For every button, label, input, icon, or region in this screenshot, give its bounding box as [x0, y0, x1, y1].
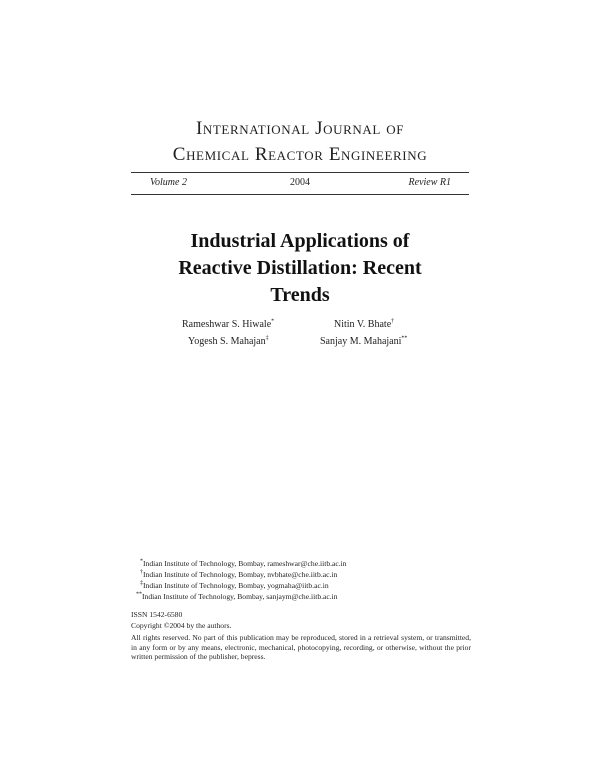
affiliation-mark: *	[140, 558, 143, 565]
article-title-line-2: Reactive Distillation: Recent	[178, 257, 422, 279]
article-id-label: Review R1	[408, 177, 451, 188]
journal-name-line-1: International Journal of	[195, 118, 405, 139]
affiliation-text: Indian Institute of Technology, Bombay, yogmaha@iitb.ac.in	[143, 581, 329, 590]
author-mark: **	[401, 335, 408, 342]
copyright-line: Copyright ©2004 by the authors.	[131, 621, 232, 630]
issn-line: ISSN 1542-6580	[131, 610, 183, 619]
affiliation-2	[140, 570, 337, 579]
affiliation-1	[140, 559, 347, 568]
author-mark: ‡	[265, 335, 269, 342]
author-mark: †	[391, 318, 395, 325]
affiliation-3	[140, 581, 329, 590]
author-3	[188, 336, 269, 347]
affiliation-mark: **	[136, 591, 142, 598]
author-name: Sanjay M. Mahajani	[320, 336, 402, 347]
affiliation-4	[136, 592, 338, 601]
rights-statement: All rights reserved. No part of this publication may be reproduced, stored in a retrieval system, or transmitted, in any form or by any means, electronic, mechanical, photocopying, recording, or otherwise, without the prior written permission of the publisher, bepress.	[131, 633, 471, 662]
year-label: 2004	[290, 177, 310, 188]
author-4	[320, 336, 407, 347]
journal-name-line-2: Chemical Reactor Engineering	[172, 144, 428, 165]
author-name: Rameshwar S. Hiwale	[182, 319, 272, 330]
author-1	[182, 319, 274, 330]
affiliation-text: Indian Institute of Technology, Bombay, nvbhate@che.iitb.ac.in	[143, 570, 338, 579]
author-2	[334, 319, 394, 330]
affiliation-mark: ‡	[140, 580, 143, 587]
author-name: Nitin V. Bhate	[334, 319, 392, 330]
volume-label: Volume 2	[150, 177, 187, 188]
affiliation-text: Indian Institute of Technology, Bombay, rameshwar@che.iitb.ac.in	[143, 559, 347, 568]
author-mark: *	[271, 318, 275, 325]
affiliation-text: Indian Institute of Technology, Bombay, sanjaym@che.iitb.ac.in	[142, 592, 338, 601]
affiliation-mark: †	[140, 569, 143, 576]
header-rule-bottom	[131, 194, 469, 195]
header-rule-top	[131, 172, 469, 173]
author-name: Yogesh S. Mahajan	[188, 336, 266, 347]
article-title-line-1: Industrial Applications of	[190, 230, 410, 252]
article-title-line-3: Trends	[270, 284, 330, 306]
